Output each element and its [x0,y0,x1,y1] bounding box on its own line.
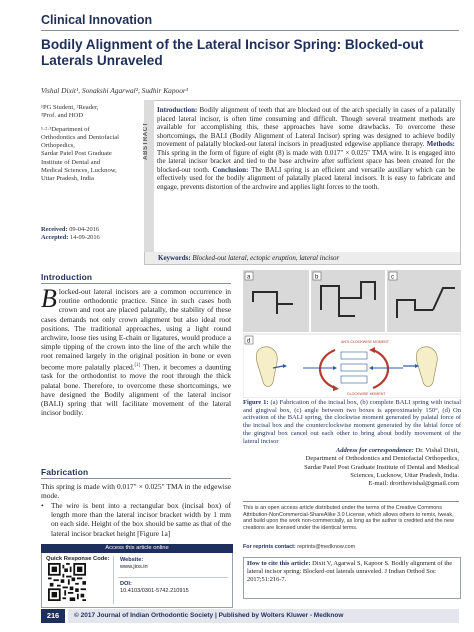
cite-text: How to cite this article: Dixit V, Agarwal S, Kapoor S. Bodily alignment of the lateral incisor spring: Blocked-out laterals unraveled. J Indian Orthod Soc 2017;51:216-7. [247,560,453,583]
author-list: Vishal Dixit¹, Sonakshi Agarwal², Sudhir Kapoor³ [41,86,189,95]
email-link[interactable]: E-mail: drorthovishal@gmail.com [368,480,459,488]
figure-panel-a [243,270,309,332]
section-label: Clinical Innovation [41,13,153,27]
diagram-top-label: ANTI-CLOCKWISE MOMENT [341,340,389,344]
introduction-body: Blocked-out lateral incisors are a common occurrence in routine orthodontic practice. Since in such cases both crown and root are placed palatally, the stability of these cases demands not only crown alignment but also ideal root positions. The traditional approaches, using a light round archwire, loose ties using E-chain or ligatures, would produce a simple tipping of the crown into the line of the arch while the root remained largely in the original position in bone or even become more palatally placed.[1] Then, it becomes a daunting task for the orthodontist to move the root through the thick palatal bone. Therefore, to overcome these shortcomings, we have designed the Bodily alignment of the lateral incisor (BALI) spring that will facilitate movement of the lateral incisor bodily. [41,284,231,418]
affiliation-block [41,104,136,183]
qr-code-icon[interactable] [48,563,86,601]
abstract-tab: ABSTRACT [144,100,154,252]
affiliation-line: Medical Sciences, Lucknow, [41,166,117,174]
article-dates [41,226,100,243]
affiliation-line: Orthodontics and Dentofacial [41,134,120,142]
affiliation-line: ³Prof. and HOD [41,112,84,120]
panel-label-d: d [247,338,251,345]
affiliation-line: Institute of Dental and [41,158,101,166]
abstract-text: Introduction: Bodily alignment of teeth that are blocked out of the arch specially in cases of a palatally placed lateral incisor, is often time consuming and difficult. Though several treatment methods are available for accomplishing this, these approaches have some drawbacks. To overcome these shortcomings, the BALI (Bodily Alignment of Lateral Incisor) spring was designed to achieve bodily movement of palatally blocked-out lateral incisors in preadjusted edgewise appliance therapy. Methods: This spring in the form of figure of eight (8) is made with 0.017" × 0.025" TMA wire. It is engaged into the lateral incisor bracket and tied to the base archwire after sufficient space has been created for the blocked-out tooth. Conclusion: The BALI spring is an efficient and versatile auxiliary which can be effectively used for the bodily alignment of palatally placed lateral incisors. It is easy to fabricate and engage, prevents distortion of the archwire and applies light forces to the tooth. [157,106,456,191]
figure-panel-d [243,334,461,398]
figure-panel-c [387,270,461,332]
fabrication-body: This spring is made with 0.017" × 0.025" TMA in the edgewise mode. [41,482,231,501]
license-text: This is an open access article distributed under the terms of the Creative Commons Attribution-NonCommercial-ShareAlike 3.0 License, which allows others to remix, tweak, and build upon the work non-commercially, as long as the author is credited and the new creations are licensed under the identical terms. [243,505,454,531]
correspondence-block: Address for correspondence: Dr. Vishal Dixit, Department of Orthodontics and Dentofacial Orthopedics, Sardar Patel Post Graduate Institute of Dental and Medical Sciences, Lucknow, Uttar Pradesh, India. E-mail: drorthovishal@gmail.com [243,447,459,488]
keywords: Keywords: Blocked-out lateral, ectopic eruption, lateral incisor [158,254,340,262]
panel-label-b: b [315,274,319,281]
doi-link[interactable]: 10.4103/0301-5742.210915 [120,588,189,594]
access-divider [113,556,114,604]
access-heading: Access this article online [41,544,233,553]
page-number: 216 [41,609,65,623]
reprint-contact: For reprints contact: reprints@medknow.com [243,544,356,550]
accepted-date: Accepted: 14-09-2016 [41,234,100,242]
heading-rule [41,478,231,479]
affiliation-line: Sardar Patel Post Graduate [41,150,112,158]
footer-text: © 2017 Journal of Indian Orthodontic Society | Published by Wolters Kluwer - Medknow [68,609,459,623]
figure-panel-b [311,270,385,332]
affiliation-line: Orthopedics, [41,142,75,150]
qr-label: Quick Response Code: [46,556,110,562]
website-block: Website: www.jios.in [120,557,148,570]
dropcap: B [41,284,57,313]
panel-label-c: c [391,274,394,281]
received-date: Received: 09-04-2016 [41,226,100,233]
access-divider [118,577,228,578]
website-link[interactable]: www.jios.in [120,564,148,570]
figure-caption: Figure 1: (a) Fabrication of the incisal box, (b) complete BALI spring with incisal and gingival box, (c) angle between two boxes is approximately 150°, (d) On activation of the BALI spring, the clockwise moment generated by palatal force of the incisal box and the counterclockwise moment generated by the labial force of the gingival box cancel out each other to bring about bodily movement of the lateral incisor [243,399,462,445]
fabrication-heading: Fabrication [41,467,89,477]
figure-1 [243,270,461,398]
diagram-bottom-label: CLOCKWISE MOMENT [347,392,386,396]
affiliation-line: ¹PG Student, ²Reader, [41,104,99,111]
doi-block: DOI: 10.4103/0301-5742.210915 [120,581,189,594]
article-title: Bodily Alignment of the Lateral Incisor Spring: Blocked-out Laterals Unraveled [41,37,424,68]
reprint-email-link[interactable]: reprints@medknow.com [297,544,356,550]
introduction-heading: Introduction [41,272,93,282]
affiliation-line: ¹·²·³Department of [41,126,90,134]
fabrication-bullet: • The wire is bent into a rectangular box (incisal box) of length more than the lateral incisor bracket width by 1 mm on each side. Height of the box should be same as that of the lateral incisor bracket height [Figure 1a] [41,501,231,538]
affiliation-line: Uttar Pradesh, India [41,174,94,182]
divider [243,501,459,502]
header-rule [41,30,459,31]
heading-rule [41,283,231,284]
reference-link[interactable]: [1] [134,362,141,368]
panel-label-a: a [247,274,251,281]
